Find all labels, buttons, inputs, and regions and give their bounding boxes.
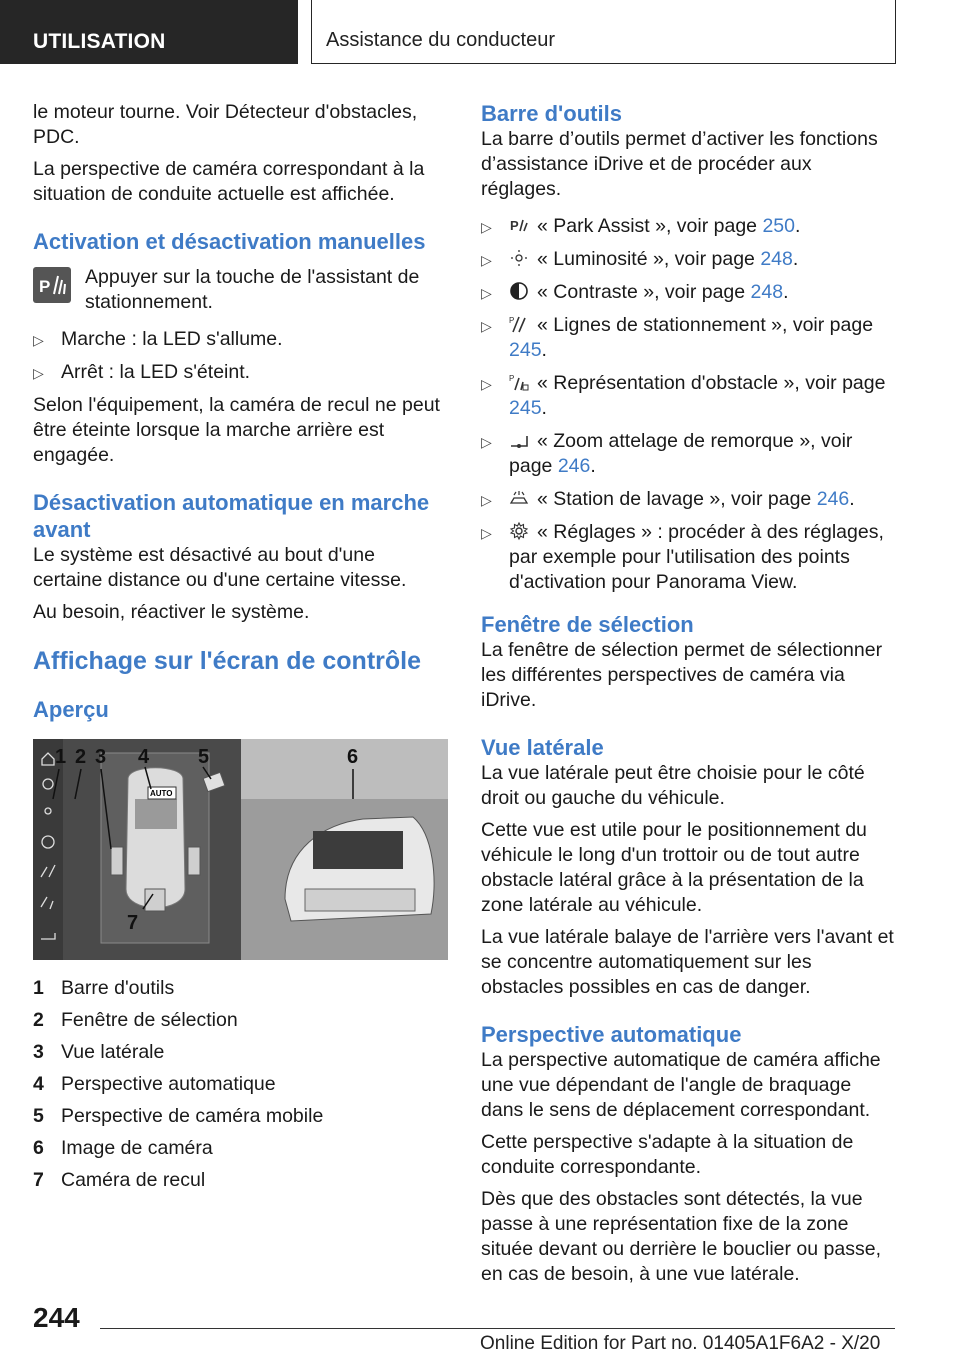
camera-screen-figure (33, 739, 448, 960)
svg-text:P: P (509, 374, 515, 383)
chapter-title: Assistance du conducteur (326, 29, 556, 51)
svg-text:2: 2 (75, 746, 87, 768)
park-assist-icon (509, 215, 529, 235)
triangle-bullet-icon: ▷ (481, 252, 492, 268)
heading-activation: Activation et désactivation manuelles (33, 229, 426, 254)
heading-overview: Aperçu (33, 697, 109, 722)
right-column (481, 100, 896, 1294)
contrast-icon (509, 281, 529, 301)
car-wash-icon (509, 488, 529, 508)
footer-divider (100, 1328, 895, 1329)
legend-item: 6 Image de caméra (33, 1137, 213, 1159)
svg-text:3: 3 (95, 746, 107, 768)
page-number: 244 (33, 1302, 80, 1333)
key-instruction (33, 265, 448, 315)
paragraph: Cette perspective s'adapte à la situation de conduite correspondante. (481, 1131, 854, 1178)
gear-icon (509, 521, 529, 541)
triangle-bullet-icon: ▷ (481, 434, 492, 450)
chapter-tab (311, 0, 896, 64)
heading-display: Affichage sur l'écran de contrôle (33, 647, 421, 675)
list-item: ▷ « Réglages » : procéder à des réglages, par exemple pour l'utilisation des points d'activation pour Panorama View. (481, 521, 884, 593)
list-item: ▷ Marche : la LED s'allume. (33, 327, 448, 352)
svg-text:7: 7 (127, 912, 139, 934)
triangle-bullet-icon: ▷ (33, 365, 44, 381)
page-link[interactable]: 250 (762, 215, 795, 237)
paragraph: La perspective automatique de caméra affiche une vue dépendant de l'angle de braquage dans le sens de déplacement correspondant. (481, 1049, 881, 1121)
edition-text: Online Edition for Part no. 01405A1F6A2 - X/20 (480, 1333, 881, 1354)
page-link[interactable]: 246 (816, 488, 850, 510)
triangle-bullet-icon: ▷ (33, 332, 44, 348)
legend-item: 5 Perspective de caméra mobile (33, 1105, 324, 1127)
list-item: ▷ « Zoom attelage de remorque », voir page 246. (481, 430, 853, 477)
section-tab (0, 0, 298, 64)
triangle-bullet-icon: ▷ (481, 285, 492, 301)
svg-text:6: 6 (347, 746, 359, 768)
paragraph: Cette vue est utile pour le positionnement du véhicule le long d'un trottoir ou de tout autre obstacle latéral grâce à la présentation de la zone latérale au véhicule. (481, 819, 867, 916)
legend-item: 1 Barre d'outils (33, 977, 175, 999)
list-item: ▷ P « Park Assist », voir page 250. (481, 214, 896, 239)
svg-text:5: 5 (198, 746, 210, 768)
svg-text:P: P (510, 218, 519, 233)
paragraph: La fenêtre de sélection permet de sélectionner les différentes perspectives de caméra via iDrive. (481, 639, 883, 711)
page-link[interactable]: 245 (509, 339, 542, 361)
trailer-zoom-icon (509, 430, 529, 450)
triangle-bullet-icon: ▷ (481, 492, 492, 508)
list-item: ▷ « Station de lavage », voir page 246. (481, 487, 896, 512)
toolbar-list (481, 214, 896, 595)
svg-text:P: P (509, 316, 515, 325)
triangle-bullet-icon: ▷ (481, 376, 492, 392)
key-text: Appuyer sur la touche de l'assistant de stationnement. (85, 266, 420, 313)
paragraph: La perspective de caméra correspondant à la situation de conduite actuelle est affichée. (33, 158, 425, 205)
legend-item: 3 Vue latérale (33, 1041, 165, 1063)
heading-auto-perspective: Perspective automatique (481, 1022, 742, 1047)
heading-selection: Fenêtre de sélection (481, 612, 694, 637)
heading-side-view: Vue latérale (481, 735, 604, 760)
page-link[interactable]: 246 (557, 455, 591, 477)
obstacle-icon (509, 372, 529, 392)
section-title: UTILISATION (33, 30, 166, 53)
led-list (33, 327, 448, 385)
heading-toolbar: Barre d'outils (481, 101, 622, 126)
list-item: ▷ « Contraste », voir page 248. (481, 280, 896, 305)
figure-legend (33, 976, 448, 1193)
svg-text:4: 4 (138, 746, 150, 768)
parking-assistant-button-icon (33, 267, 71, 303)
list-item: ▷ P « Lignes de stationnement », voir page 245. (481, 314, 874, 361)
page-link[interactable]: 248 (750, 281, 784, 303)
triangle-bullet-icon: ▷ (481, 525, 492, 541)
legend-item: 2 Fenêtre de sélection (33, 1009, 238, 1031)
parking-lines-icon (509, 314, 529, 334)
heading-auto-off: Désactivation automatique en marche avant (33, 490, 430, 542)
legend-item: 7 Caméra de recul (33, 1169, 206, 1191)
list-item: ▷ P « Représentation d'obstacle », voir page 245. (481, 372, 886, 419)
paragraph: Le système est désactivé au bout d'une certaine distance ou d'une certaine vitesse. (33, 544, 407, 591)
paragraph: Au besoin, réactiver le système. (33, 601, 310, 623)
page-link[interactable]: 248 (760, 248, 793, 270)
page-link[interactable]: 245 (509, 397, 542, 419)
paragraph: La vue latérale peut être choisie pour le côté droit ou gauche du véhicule. (481, 762, 865, 809)
svg-text:P: P (39, 277, 51, 296)
list-item: ▷ « Luminosité », voir page 248. (481, 247, 896, 272)
svg-text:AUTO: AUTO (150, 789, 173, 798)
paragraph: Dès que des obstacles sont détectés, la vue passe à une représentation fixe de la zone située devant ou derrière le bouclier ou passe, en cas de besoin, à une vue latérale. (481, 1188, 881, 1285)
paragraph: La barre d’outils permet d’activer les fonctions d’assistance iDrive et de procéder aux réglages. (481, 128, 878, 200)
legend-item: 4 Perspective automatique (33, 1073, 276, 1095)
triangle-bullet-icon: ▷ (481, 219, 492, 235)
brightness-icon (509, 248, 529, 268)
list-item: ▷ Arrêt : la LED s'éteint. (33, 360, 448, 385)
triangle-bullet-icon: ▷ (481, 318, 492, 334)
paragraph: Selon l'équipement, la caméra de recul ne peut être éteinte lorsque la marche arrière est engagée. (33, 394, 440, 466)
left-column (33, 100, 448, 1200)
paragraph: La vue latérale balaye de l'arrière vers l'avant et se concentre automatiquement sur les obstacles possibles en cas de danger. (481, 926, 894, 998)
svg-text:1: 1 (55, 746, 67, 768)
paragraph: le moteur tourne. Voir Détecteur d'obstacles, PDC. (33, 101, 418, 148)
